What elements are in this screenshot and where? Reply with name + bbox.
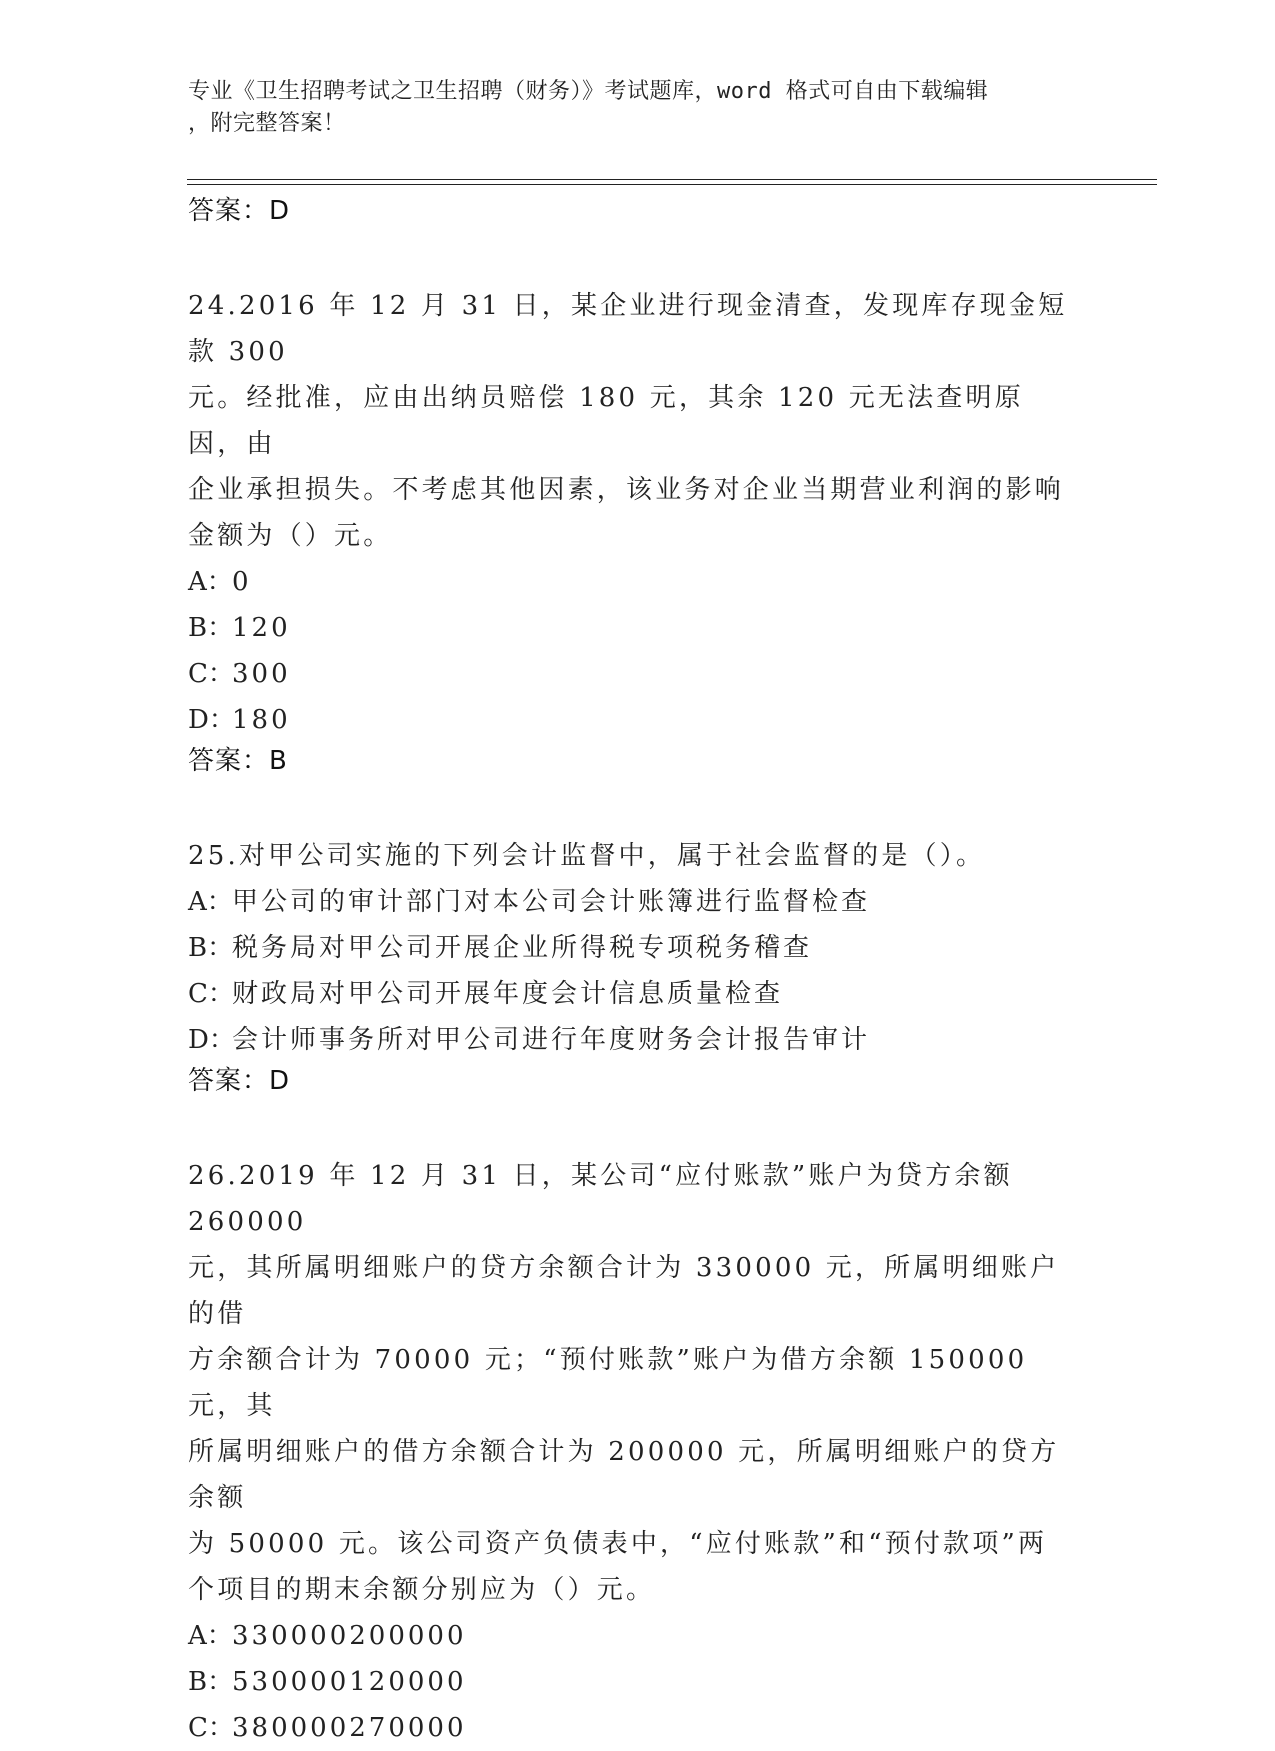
question-25-option-c: [188, 971, 1088, 1017]
question-26-stem-line: 个项目的期末余额分别应为（）元。: [188, 1575, 656, 1605]
question-25-stem-line: 25.对甲公司实施的下列会计监督中，属于社会监督的是（）。: [188, 841, 986, 871]
option-text: 380000270000: [232, 1713, 467, 1743]
previous-answer: 答案：D: [188, 196, 291, 226]
option-letter: C：: [188, 659, 234, 689]
header-line-2: ，附完整答案！: [188, 111, 346, 136]
option-text: 财政局对甲公司开展年度会计信息质量检查: [232, 979, 784, 1009]
question-26-stem-line: 26.2019 年 12 月 31 日，某公司“应付账款”账户为贷方余额 260000: [188, 1161, 1013, 1237]
option-text: 180: [232, 705, 291, 735]
question-26-stem-line: 所属明细账户的借方余额合计为 200000 元，所属明细账户的贷方余额: [188, 1437, 1060, 1513]
question-24-stem-line: 金额为（）元。: [188, 521, 393, 551]
question-25-option-b: [188, 925, 1088, 971]
question-26-stem-line: 元，其所属明细账户的贷方余额合计为 330000 元，所属明细账户的借: [188, 1253, 1060, 1329]
option-letter: D：: [188, 705, 235, 735]
question-25: [188, 833, 1088, 1099]
question-list: [188, 193, 1088, 1751]
option-letter: C：: [188, 1713, 234, 1743]
option-letter: A：: [188, 567, 233, 597]
question-25-answer: 答案：D: [188, 1066, 291, 1096]
question-26-option-a: [188, 1613, 1088, 1659]
header-divider-bottom: [187, 184, 1157, 185]
question-24-option-a: [188, 559, 1088, 605]
option-text: 120: [232, 613, 291, 643]
question-24-stem-line: 元。经批准，应由出纳员赔偿 180 元，其余 120 元无法查明原因，由: [188, 383, 1024, 459]
question-26: [188, 1153, 1088, 1751]
question-26-stem-line: 方余额合计为 70000 元；“预付账款”账户为借方余额 150000 元，其: [188, 1345, 1028, 1421]
header-divider-top: [187, 179, 1157, 180]
question-24-stem-line: 企业承担损失。不考虑其他因素，该业务对企业当期营业利润的影响: [188, 475, 1065, 505]
option-text: 300: [232, 659, 291, 689]
header-line-1: 专业《卫生招聘考试之卫生招聘（财务）》考试题库，word 格式可自由下载编辑: [188, 79, 989, 104]
option-text: 530000120000: [232, 1667, 467, 1697]
question-24-stem-line: 24.2016 年 12 月 31 日，某企业进行现金清查，发现库存现金短款 300: [188, 291, 1068, 367]
option-letter: D：: [188, 1025, 235, 1055]
question-25-option-d: [188, 1017, 1088, 1063]
option-text: 330000200000: [232, 1621, 467, 1651]
option-letter: A：: [188, 887, 233, 917]
option-text: 税务局对甲公司开展企业所得税专项税务稽查: [232, 933, 813, 963]
question-24-option-c: [188, 651, 1088, 697]
question-24-option-b: [188, 605, 1088, 651]
question-26-option-b: [188, 1659, 1088, 1705]
question-24-answer: 答案：B: [188, 746, 288, 776]
question-24-option-d: [188, 697, 1088, 743]
option-text: 会计师事务所对甲公司进行年度财务会计报告审计: [232, 1025, 871, 1055]
option-letter: B：: [188, 933, 234, 963]
option-text: 甲公司的审计部门对本公司会计账簿进行监督检查: [232, 887, 871, 917]
question-24: [188, 283, 1088, 779]
option-text: 0: [232, 567, 252, 597]
question-26-option-c: [188, 1705, 1088, 1751]
option-letter: A：: [188, 1621, 233, 1651]
option-letter: C：: [188, 979, 234, 1009]
document-header: [188, 76, 1088, 140]
question-25-option-a: [188, 879, 1088, 925]
option-letter: B：: [188, 613, 234, 643]
option-letter: B：: [188, 1667, 234, 1697]
question-26-stem-line: 为 50000 元。该公司资产负债表中，“应付账款”和“预付款项”两: [188, 1529, 1048, 1559]
